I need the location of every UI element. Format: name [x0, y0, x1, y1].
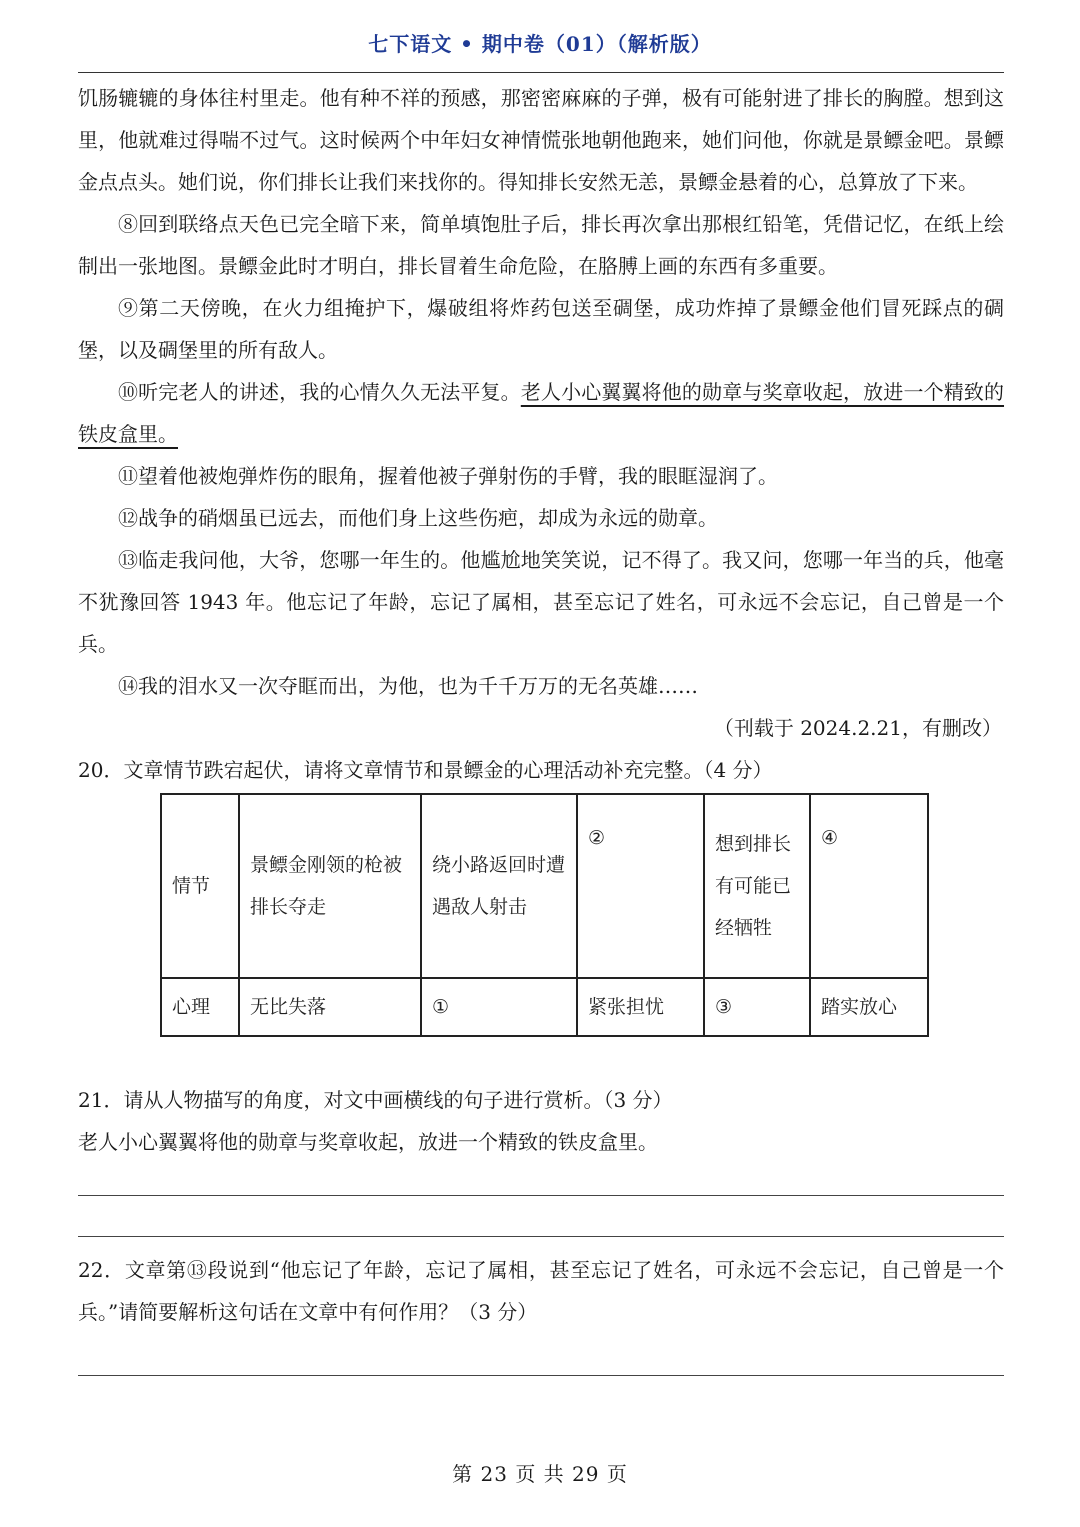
- table-cell: 景鳔金刚领的枪被排长夺走: [239, 794, 421, 978]
- table-cell: 紧张担忧: [577, 978, 704, 1036]
- answer-line[interactable]: [78, 1236, 1004, 1237]
- page-header-title: 七下语文 • 期中卷（01）（解析版）: [368, 32, 712, 56]
- table-cell: 无比失落: [239, 978, 421, 1036]
- passage-paragraph-14: ⑭我的泪水又一次夺眶而出，为他，也为千千万万的无名英雄……: [118, 674, 698, 698]
- table-cell: 情节: [161, 794, 239, 978]
- table-cell: 绕小路返回时遭遇敌人射击: [421, 794, 577, 978]
- table-cell: ④: [810, 794, 928, 978]
- paragraph-10-text: ⑩听完老人的讲述，我的心情久久无法平复。: [118, 380, 521, 404]
- table-cell: 心理: [161, 978, 239, 1036]
- table-cell: 踏实放心: [810, 978, 928, 1036]
- passage-paragraph-12: ⑫战争的硝烟虽已远去，而他们身上这些伤疤，却成为永远的勋章。: [118, 506, 718, 530]
- table-row-plot: [161, 794, 928, 978]
- passage-paragraph-13: ⑬临走我问他，大爷，您哪一年生的。他尴尬地笑笑说，记不得了。我又问，您哪一年当的兵，他毫不犹豫回答 1943 年。他忘记了年龄，忘记了属相，甚至忘记了姓名，可永远不会忘记，自己曾是一个兵。: [78, 548, 1004, 656]
- plot-psychology-table: [160, 793, 929, 1037]
- passage-paragraph-8: ⑧回到联络点天色已完全暗下来，简单填饱肚子后，排长再次拿出那根红铅笔，凭借记忆，在纸上绘制出一张地图。景鳔金此时才明白，排长冒着生命危险，在胳膊上画的东西有多重要。: [78, 212, 1004, 278]
- passage-paragraph-9: ⑨第二天傍晚，在火力组掩护下，爆破组将炸药包送至碉堡，成功炸掉了景鳔金他们冒死踩点的碉堡，以及碉堡里的所有敌人。: [78, 296, 1004, 362]
- question-21-quote: 老人小心翼翼将他的勋章与奖章收起，放进一个精致的铁皮盒里。: [78, 1130, 658, 1154]
- table-cell: ③: [704, 978, 810, 1036]
- page-number: 第 23 页 共 29 页: [452, 1462, 628, 1486]
- question-21-prompt: 21．请从人物描写的角度，对文中画横线的句子进行赏析。（3 分）: [78, 1088, 673, 1112]
- table-cell: ①: [421, 978, 577, 1036]
- question-22-prompt: 22．文章第⑬段说到“他忘记了年龄，忘记了属相，甚至忘记了姓名，可永远不会忘记，自己曾是一个兵。”请简要解析这句话在文章中有何作用？（3 分）: [78, 1258, 1004, 1324]
- passage-source: （刊载于 2024.2.21，有删改）: [713, 716, 1002, 740]
- answer-line[interactable]: [78, 1195, 1004, 1196]
- header-divider: [78, 72, 1004, 73]
- question-20-prompt: 20．文章情节跌宕起伏，请将文章情节和景鳔金的心理活动补充完整。（4 分）: [78, 758, 773, 782]
- passage-paragraph-10: [78, 371, 1004, 455]
- answer-line[interactable]: [78, 1375, 1004, 1376]
- underlined-sentence: 老人小心翼翼将他的勋章与奖章收起，放进一个精致的铁皮盒里。: [78, 380, 1005, 446]
- passage-paragraph-11: ⑪望着他被炮弹炸伤的眼角，握着他被子弹射伤的手臂，我的眼眶湿润了。: [118, 464, 778, 488]
- passage-paragraph-continued: 饥肠辘辘的身体往村里走。他有种不祥的预感，那密密麻麻的子弹，极有可能射进了排长的胸膛。想到这里，他就难过得喘不过气。这时候两个中年妇女神情慌张地朝他跑来，她们问他，你就是景鳔金吧。景鳔金点点头。她们说，你们排长让我们来找你的。得知排长安然无恙，景鳔金悬着的心，总算放了下来。: [78, 86, 1004, 194]
- table-cell: 想到排长有可能已经牺牲: [704, 794, 810, 978]
- page-body: [78, 77, 1004, 1376]
- table-row-psychology: [161, 978, 928, 1036]
- table-cell: ②: [577, 794, 704, 978]
